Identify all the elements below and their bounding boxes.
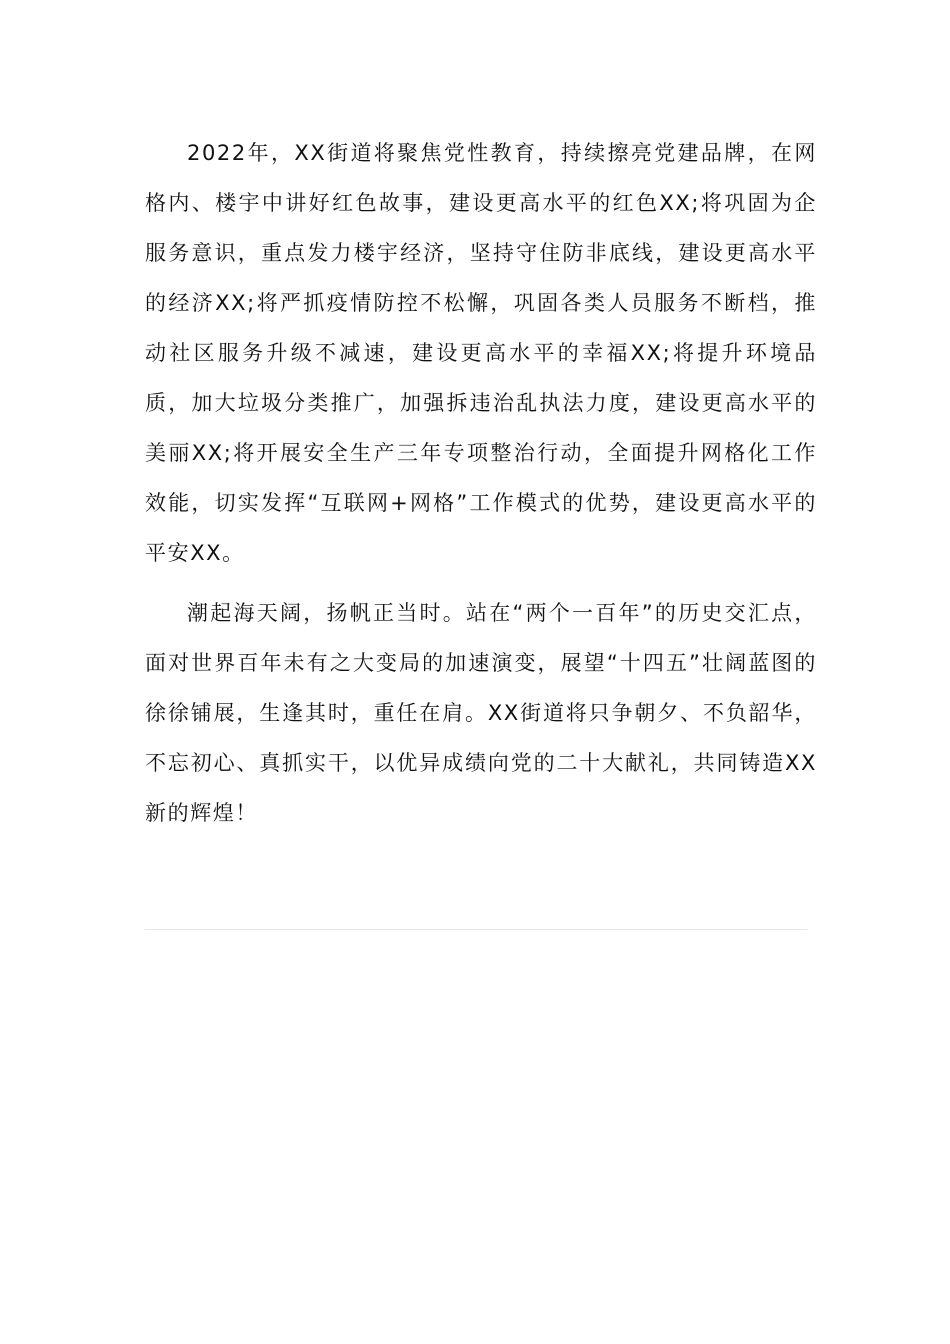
paragraph-plans-2022: 2022年，XX街道将聚焦党性教育，持续擦亮党建品牌，在网格内、楼宇中讲好红色故事，建设更高水平的红色XX;将巩固为企服务意识，重点发力楼宇经济，坚持守住防非底线，建设更高水平的经济XX;将严抓疫情防控不松懈，巩固各类人员服务不断档，推动社区服务升级不减速，建设更高水平的幸福XX;将提升环境品质，加大垃圾分类推广，加强拆违治乱执法力度，建设更高水平的美丽XX;将开展安全生产三年专项整治行动，全面提升网格化工作效能，切实发挥“互联网+网格”工作模式的优势，建设更高水平的平安XX。 (145, 141, 817, 565)
footer-divider (145, 929, 807, 930)
paragraph-conclusion: 潮起海天阔，扬帆正当时。站在“两个一百年”的历史交汇点，面对世界百年未有之大变局的加速演变，展望“十四五”壮阔蓝图的徐徐铺展，生逢其时，重任在肩。XX街道将只争朝夕、不负韶华，不忘初心、真抓实干，以优异成绩向党的二十大献礼，共同铸造XX新的辉煌！ (145, 601, 817, 825)
document-body (145, 128, 817, 838)
